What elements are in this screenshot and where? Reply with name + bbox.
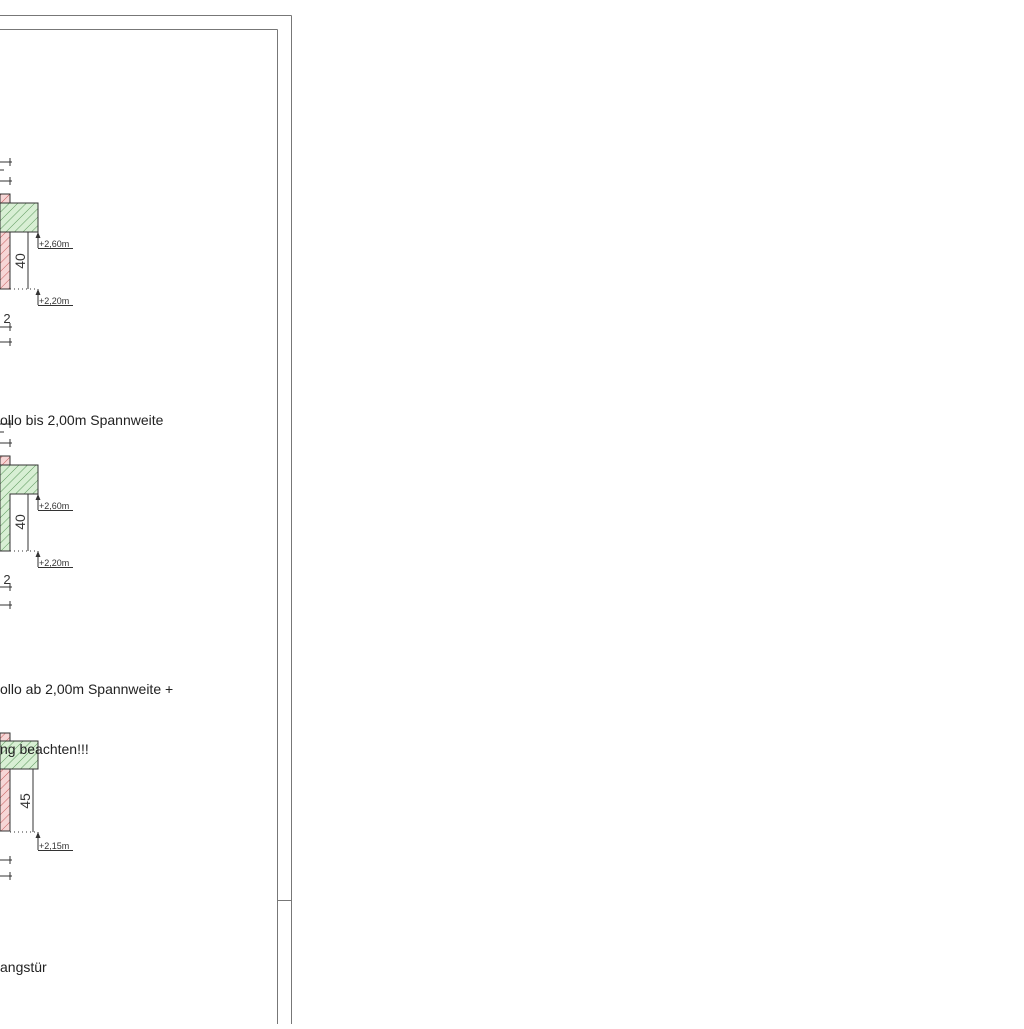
dimension-value: 40 <box>12 253 28 269</box>
bottom-dimension-ticks <box>0 323 12 346</box>
cut-label: 2 <box>3 311 11 326</box>
caption-line: ng beachten!!! <box>0 741 89 757</box>
caption-line: ollo bis 2,00m Spannweite <box>0 412 164 428</box>
wall-section-red <box>0 456 10 465</box>
detail-1 <box>0 158 73 346</box>
dimension-value: 40 <box>12 514 28 530</box>
lintel-green-l-shape <box>0 465 38 551</box>
bottom-dimension-ticks <box>0 856 12 880</box>
level-label-lower: +2,20m <box>39 296 70 306</box>
dimension-value: 45 <box>17 793 33 809</box>
cut-label: 2 <box>3 572 11 587</box>
level-label-lower: +2,20m <box>39 558 70 568</box>
detail-2-caption <box>0 639 173 779</box>
caption-line: angstür <box>0 959 47 975</box>
caption-line: ollo ab 2,00m Spannweite + <box>0 681 174 697</box>
level-label-upper: +2,60m <box>39 239 70 249</box>
level-label-upper: +2,60m <box>39 501 70 511</box>
detail-1-caption <box>0 370 163 450</box>
detail-3-caption <box>0 917 47 997</box>
level-label: +2,15m <box>39 841 70 851</box>
sheet-frame <box>0 16 292 1025</box>
lintel-green-top <box>0 203 38 232</box>
top-dimension-ticks <box>0 158 12 185</box>
